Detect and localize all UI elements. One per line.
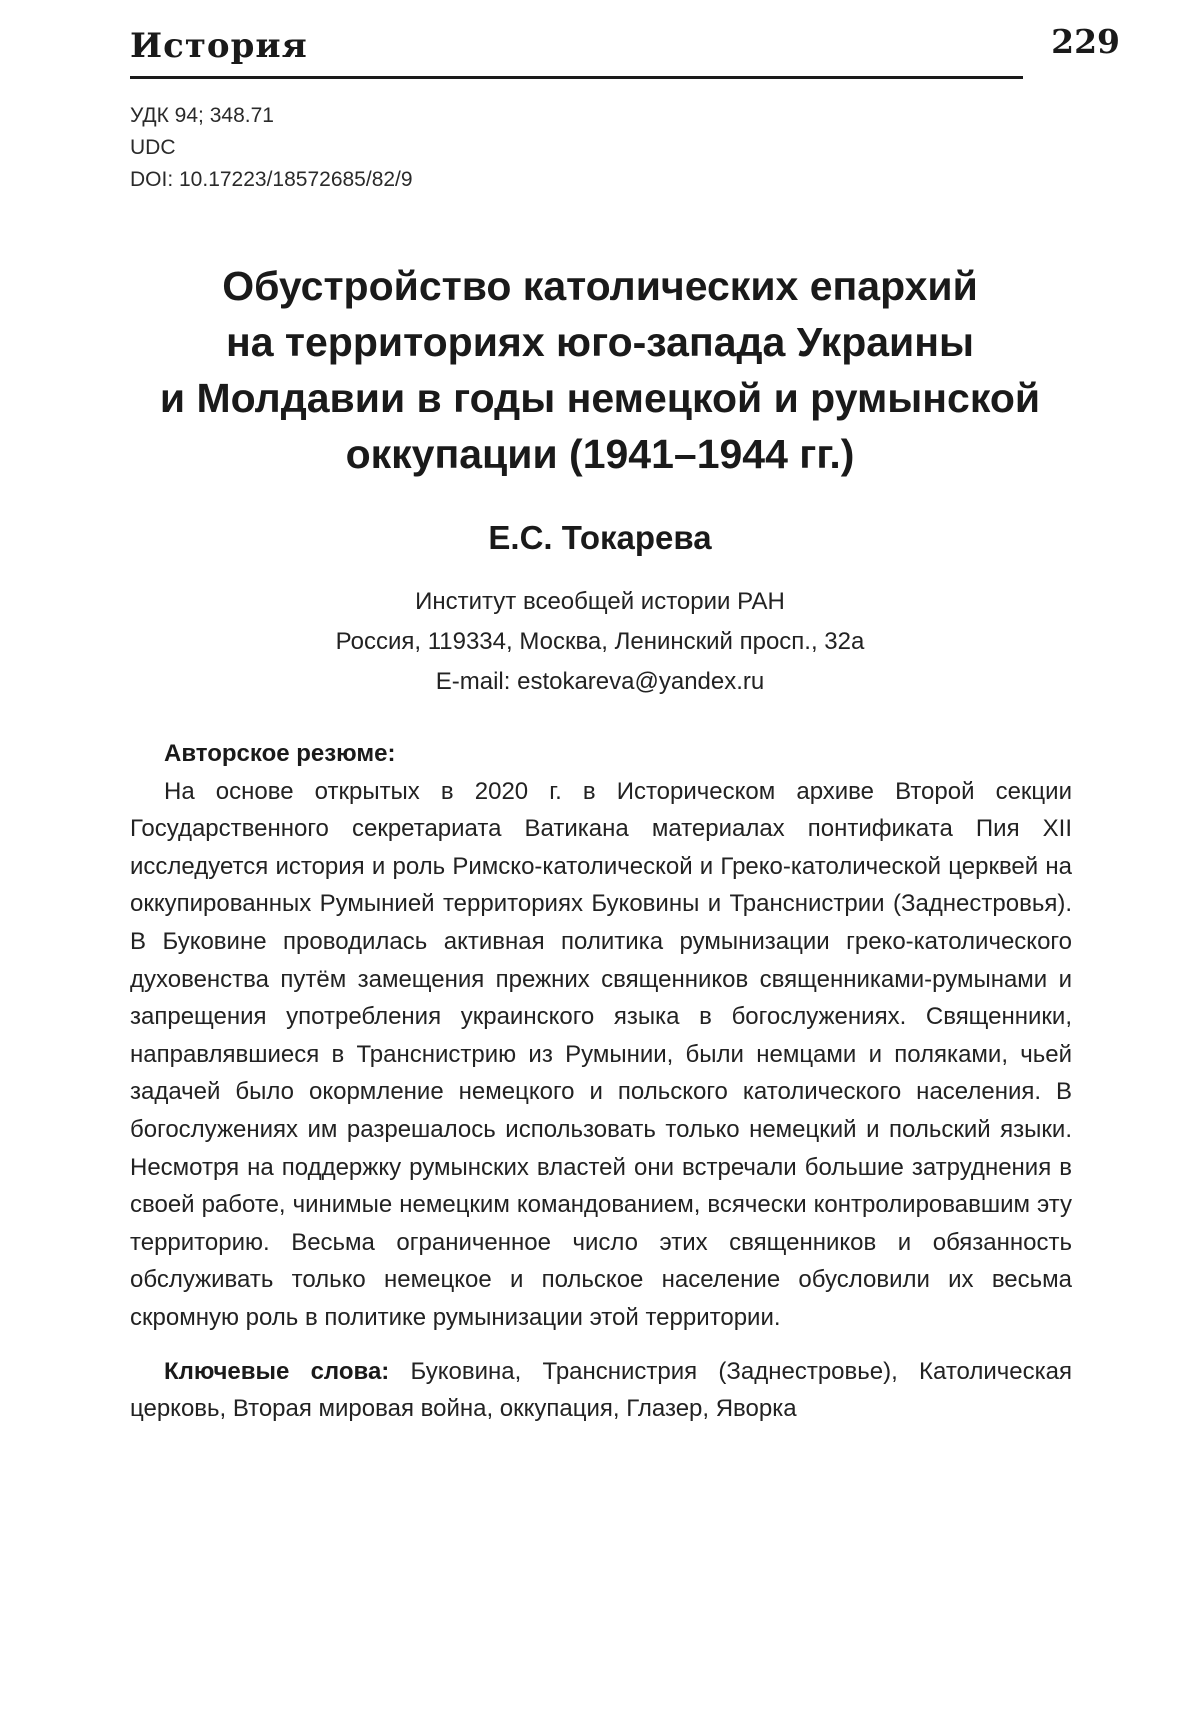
udk-code: УДК 94; 348.71 xyxy=(130,104,274,127)
abstract-section xyxy=(130,735,1072,1428)
section-name: История xyxy=(130,26,308,66)
author-name: Е.С. Токарева xyxy=(488,519,712,556)
running-head xyxy=(130,24,1023,80)
doi: DOI: 10.17223/18572685/82/9 xyxy=(130,168,413,191)
article-meta xyxy=(130,100,413,196)
title-line: Обустройство католических епархий xyxy=(222,263,978,309)
keywords-label: Ключевые слова: xyxy=(164,1357,390,1385)
page-number: 229 xyxy=(1051,22,1120,61)
author-affiliation xyxy=(130,582,1070,702)
title-line: оккупации (1941–1944 гг.) xyxy=(345,431,855,477)
keywords xyxy=(130,1353,1072,1428)
header-rule xyxy=(130,76,1023,79)
email: E-mail: estokareva@yandex.ru xyxy=(435,668,765,695)
title-line: на территориях юго-запада Украины xyxy=(225,319,975,365)
keywords-text: Буковина, Транснистрия (Заднестровье), Католическая церковь, Вторая мировая война, оккупация, Глазер, Яворка xyxy=(130,1357,1072,1423)
article-title xyxy=(130,258,1070,482)
institution: Институт всеобщей истории РАН xyxy=(415,588,785,615)
title-line: и Молдавии в годы немецкой и румынской xyxy=(159,375,1041,421)
abstract-heading: Авторское резюме: xyxy=(164,740,396,767)
abstract-text: На основе открытых в 2020 г. в Историческом архиве Второй секции Государственного секретариата Ватикана материалах понтификата Пия XII исследуется история и роль Римско-католической и Греко-католической церквей на оккупированных Румынией территориях Буковины и Транснистрии (Заднестровья). В Буковине проводилась активная политика румынизации греко-католического духовенства путём замещения прежних священников священниками-румынами и запрещения употребления украинского языка в богослужениях. Священники, направлявшиеся в Транснистрию из Румынии, были немцами и поляками, чьей задачей было окормление немецкого и польского католического населения. В богослужениях им разрешалось использовать только немецкий и польский языки. Несмотря на поддержку румынских властей они встречали большие затруднения в своей работе, чинимые немецким командованием, всячески контролировавшим эту территорию. Весьма ограниченное число этих священников и обязанность обслуживать только немецкое и польское население обусловили их весьма скромную роль в политике румынизации этой территории. xyxy=(130,777,1072,1331)
udc-code: UDC xyxy=(130,136,176,159)
address: Россия, 119334, Москва, Ленинский просп., 32а xyxy=(335,628,865,655)
